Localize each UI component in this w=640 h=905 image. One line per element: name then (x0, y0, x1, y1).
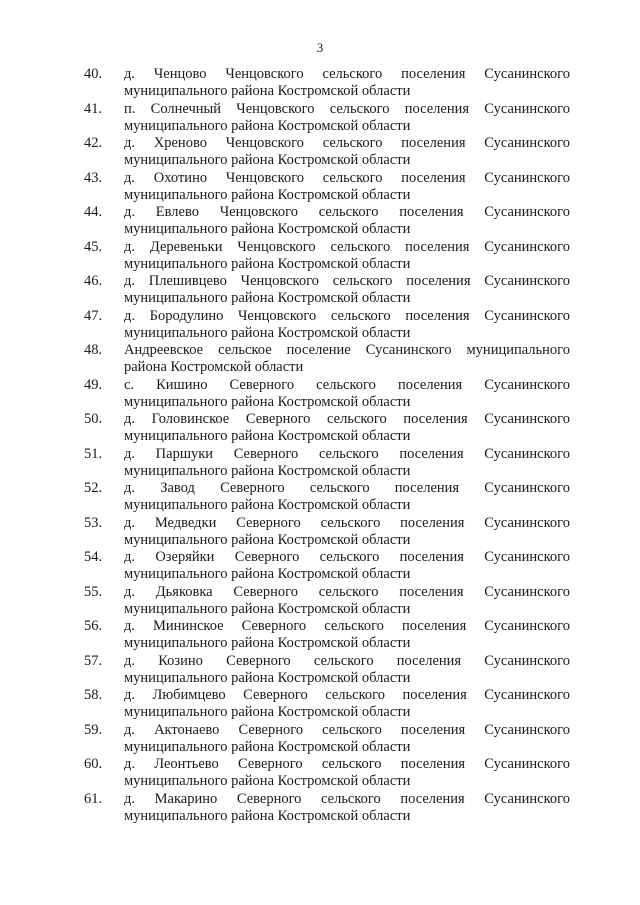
item-text-line: с. Кишино Северного сельского поселения Сусанинского (124, 376, 570, 393)
list-item (84, 66, 574, 101)
list-item (84, 273, 574, 308)
item-text-line: муниципального района Костромской области (124, 497, 411, 513)
list-item (84, 135, 574, 170)
item-text (124, 204, 570, 238)
item-number: 58. (84, 687, 103, 703)
item-text (124, 135, 570, 169)
item-text (124, 239, 570, 273)
item-number: 41. (84, 100, 103, 117)
item-text-line: д. Дьяковка Северного сельского поселения Сусанинского (124, 583, 570, 600)
item-number: 60. (84, 756, 103, 772)
item-text (124, 584, 570, 618)
item-number: 48. (84, 342, 103, 358)
item-text-line: Андреевское сельское поселение Сусанинского муниципального (124, 342, 570, 358)
list-item (84, 480, 574, 515)
list-item (84, 239, 574, 274)
list-item (84, 722, 574, 757)
item-text-line: д. Ченцово Ченцовского сельского поселения Сусанинского (124, 66, 570, 82)
item-text (124, 66, 570, 100)
item-text (124, 756, 570, 790)
item-text-line: муниципального района Костромской области (124, 255, 411, 272)
list-item (84, 411, 574, 446)
item-text-line: муниципального района Костромской области (124, 669, 411, 686)
item-text (124, 653, 570, 687)
item-number: 61. (84, 790, 103, 807)
item-number: 46. (84, 273, 103, 289)
item-number: 42. (84, 135, 103, 151)
item-text (124, 687, 570, 721)
item-text (124, 722, 570, 756)
item-text-line: д. Макарино Северного сельского поселения Сусанинского (124, 790, 570, 807)
list-item (84, 101, 574, 136)
item-text (124, 170, 570, 204)
item-number: 56. (84, 618, 103, 634)
list-item (84, 791, 574, 826)
item-text (124, 549, 570, 583)
item-text-line: д. Бородулино Ченцовского сельского поселения Сусанинского (124, 307, 570, 324)
item-number: 50. (84, 411, 103, 427)
item-text-line: района Костромской области (124, 359, 304, 375)
item-text (124, 342, 570, 376)
item-text-line: муниципального района Костромской области (124, 600, 411, 617)
item-number: 59. (84, 721, 103, 738)
item-text-line: муниципального района Костромской области (124, 738, 411, 755)
list-item (84, 618, 574, 653)
item-number: 47. (84, 307, 103, 324)
item-text (124, 273, 570, 307)
item-number: 52. (84, 480, 103, 496)
item-number: 54. (84, 549, 103, 565)
item-text (124, 101, 570, 135)
item-number: 51. (84, 445, 103, 462)
item-number: 55. (84, 583, 103, 600)
item-text-line: муниципального района Костромской области (124, 428, 411, 444)
item-text-line: д. Любимцево Северного сельского поселения Сусанинского (124, 687, 570, 703)
list-item (84, 170, 574, 205)
item-text-line: муниципального района Костромской области (124, 773, 411, 789)
item-text (124, 618, 570, 652)
item-text-line: д. Головинское Северного сельского поселения Сусанинского (124, 411, 570, 427)
list-item (84, 204, 574, 239)
item-text-line: муниципального района Костромской области (124, 462, 411, 479)
item-number: 57. (84, 652, 103, 669)
item-text-line: муниципального района Костромской области (124, 566, 411, 582)
list-item (84, 653, 574, 688)
item-text (124, 411, 570, 445)
item-text (124, 377, 570, 411)
list-item (84, 377, 574, 412)
settlement-list (84, 66, 574, 825)
list-item (84, 308, 574, 343)
item-text-line: муниципального района Костромской области (124, 117, 411, 134)
item-text-line: д. Озеряйки Северного сельского поселения Сусанинского (124, 549, 570, 565)
item-text-line: д. Актонаево Северного сельского поселения Сусанинского (124, 721, 570, 738)
item-number: 53. (84, 514, 103, 531)
item-text-line: д. Деревеньки Ченцовского сельского поселения Сусанинского (124, 238, 570, 255)
item-text-line: муниципального района Костромской области (124, 221, 411, 237)
item-number: 43. (84, 169, 103, 186)
list-item (84, 342, 574, 377)
item-text-line: д. Паршуки Северного сельского поселения Сусанинского (124, 445, 570, 462)
list-item (84, 549, 574, 584)
item-number: 40. (84, 66, 103, 82)
item-text (124, 515, 570, 549)
item-text (124, 446, 570, 480)
item-text-line: муниципального района Костромской области (124, 152, 411, 168)
item-number: 44. (84, 204, 103, 220)
item-text-line: муниципального района Костромской области (124, 531, 411, 548)
item-text-line: муниципального района Костромской области (124, 807, 411, 824)
list-item (84, 687, 574, 722)
page-number: 3 (316, 40, 324, 55)
item-text-line: муниципального района Костромской области (124, 186, 411, 203)
item-text-line: муниципального района Костромской области (124, 83, 411, 99)
item-text-line: муниципального района Костромской области (124, 324, 411, 341)
item-text-line: д. Завод Северного сельского поселения Сусанинского (124, 480, 570, 496)
list-item (84, 515, 574, 550)
item-text (124, 308, 570, 342)
item-text-line: д. Евлево Ченцовского сельского поселения Сусанинского (124, 204, 570, 220)
item-text-line: д. Медведки Северного сельского поселения Сусанинского (124, 514, 570, 531)
item-text-line: п. Солнечный Ченцовского сельского поселения Сусанинского (124, 100, 570, 117)
item-number: 45. (84, 238, 103, 255)
item-text (124, 480, 570, 514)
item-text-line: д. Плешивцево Ченцовского сельского поселения Сусанинского (124, 273, 570, 289)
list-item (84, 584, 574, 619)
item-number: 49. (84, 376, 103, 393)
item-text-line: муниципального района Костромской области (124, 635, 411, 651)
item-text-line: д. Козино Северного сельского поселения Сусанинского (124, 652, 570, 669)
item-text-line: муниципального района Костромской области (124, 290, 411, 306)
list-item (84, 446, 574, 481)
item-text-line: д. Мининское Северного сельского поселения Сусанинского (124, 618, 570, 634)
list-item (84, 756, 574, 791)
item-text (124, 791, 570, 825)
item-text-line: муниципального района Костромской области (124, 393, 411, 410)
item-text-line: д. Охотино Ченцовского сельского поселения Сусанинского (124, 169, 570, 186)
item-text-line: д. Леонтьево Северного сельского поселения Сусанинского (124, 756, 570, 772)
item-text-line: д. Хреново Ченцовского сельского поселения Сусанинского (124, 135, 570, 151)
item-text-line: муниципального района Костромской области (124, 704, 411, 720)
